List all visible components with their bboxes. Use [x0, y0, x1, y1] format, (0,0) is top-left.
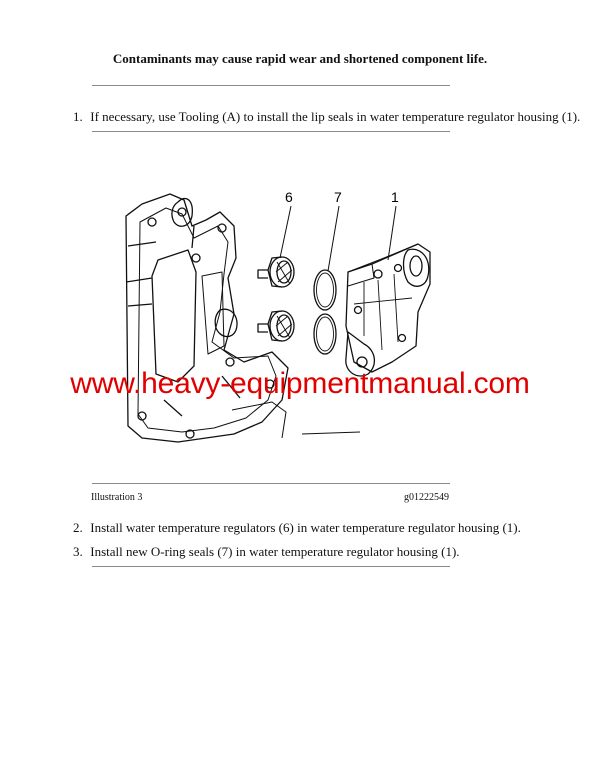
- housing-outline: [346, 244, 430, 372]
- callout-7: 7: [334, 189, 342, 205]
- step-1-number: 1.: [73, 109, 83, 124]
- flange-bolt-hole: [357, 357, 367, 367]
- watermark-text: www.heavy-equipmentmanual.com: [70, 367, 530, 400]
- leader-1: [388, 206, 396, 260]
- caution-text: Contaminants may cause rapid wear and shortened component life.: [112, 51, 488, 66]
- divider-step-3: [92, 566, 450, 567]
- timing-gear-cover: [152, 250, 196, 382]
- step-3-number: 3.: [73, 544, 83, 559]
- housing-outlet-bore: [410, 256, 422, 276]
- regulator-housing-illustration: [122, 186, 432, 446]
- leader-6: [280, 206, 291, 258]
- step-1-text: If necessary, use Tooling (A) to install the lip seals in water temperature regulator housing (1).: [90, 109, 581, 124]
- housing-bolt: [399, 335, 406, 342]
- cover-panel: [202, 272, 224, 354]
- pump-opening: [215, 309, 237, 336]
- callout-6: 6: [285, 189, 293, 205]
- callout-1: 1: [391, 189, 399, 205]
- leader-7: [328, 206, 339, 271]
- cover-bolt: [192, 254, 200, 262]
- pulley-bracket: [172, 198, 192, 226]
- o-ring-upper: [314, 270, 336, 310]
- housing-ribs: [354, 274, 412, 350]
- step-2-text: Install water temperature regulators (6) in water temperature regulator housing (1).: [90, 520, 521, 535]
- step-2: [73, 520, 521, 536]
- o-ring-lower-inner: [317, 317, 334, 351]
- divider-step-1: [92, 131, 450, 132]
- illustration-id: g01222549: [404, 492, 449, 503]
- housing-bolt: [374, 270, 382, 278]
- lower-bracket: [232, 402, 360, 438]
- step-3-text: Install new O-ring seals (7) in water temperature regulator housing (1).: [90, 544, 460, 559]
- regulator-upper: [258, 257, 294, 287]
- step-3: [73, 544, 460, 560]
- step-1: [73, 109, 580, 125]
- illustration-caption: Illustration 3: [91, 492, 143, 503]
- housing-bolt: [395, 265, 402, 272]
- o-ring-lower: [314, 314, 336, 354]
- housing-outlet: [404, 249, 429, 286]
- divider-figure: [92, 483, 450, 484]
- cover-bolt: [148, 218, 156, 226]
- regulator-lower: [258, 311, 294, 341]
- divider-caution: [92, 85, 450, 86]
- o-ring-upper-inner: [317, 273, 334, 307]
- cover-bolt: [226, 358, 234, 366]
- step-2-number: 2.: [73, 520, 83, 535]
- housing-bolt: [355, 307, 362, 314]
